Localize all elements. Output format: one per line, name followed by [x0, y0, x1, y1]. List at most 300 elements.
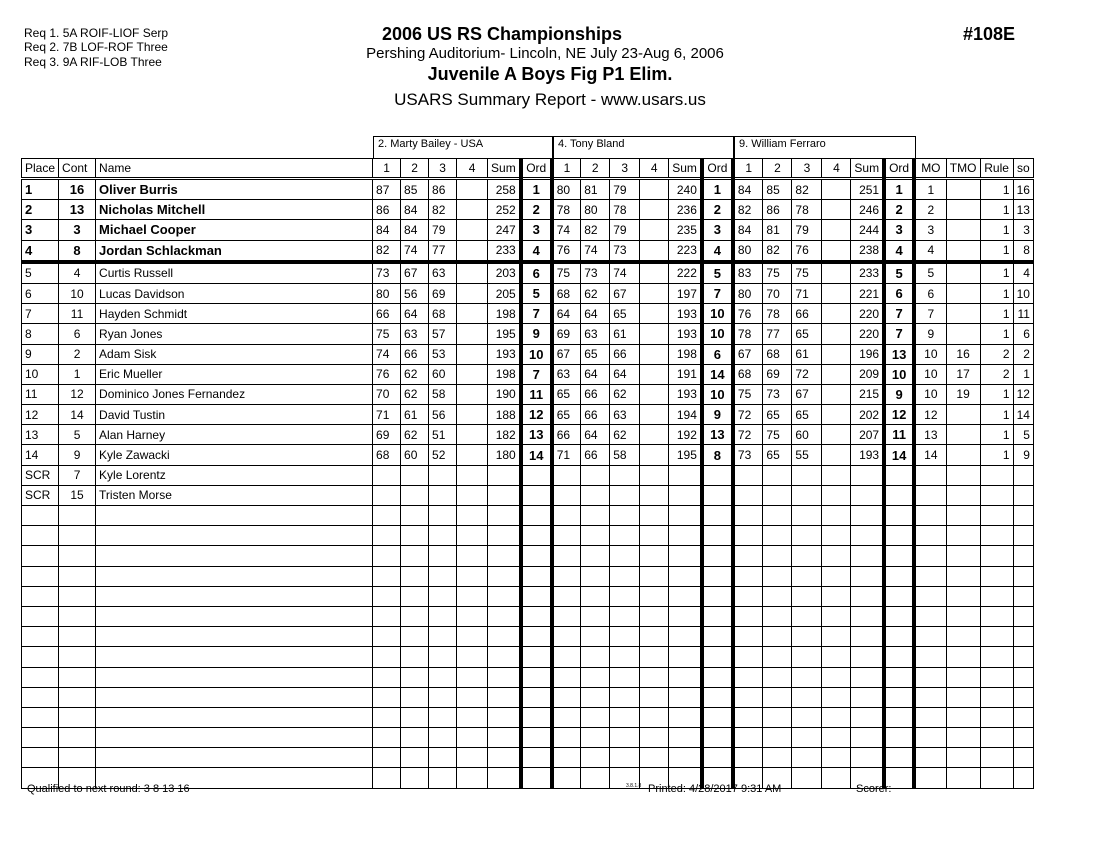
- empty-cell: [488, 707, 521, 727]
- empty-cell: [488, 566, 521, 586]
- empty-cell: [488, 647, 521, 667]
- place-cell: 8: [22, 324, 59, 344]
- judge1-sum: 182: [488, 425, 521, 445]
- empty-cell: [946, 687, 980, 707]
- empty-cell: [552, 566, 581, 586]
- empty-cell: [946, 586, 980, 606]
- judge3-fig2-score: 75: [763, 425, 792, 445]
- empty-cell: [96, 687, 373, 707]
- mo-cell: 14: [914, 445, 946, 465]
- cont-cell: 12: [59, 384, 96, 404]
- judge3-fig2-score: 78: [763, 304, 792, 324]
- judge3-fig3-score: 66: [792, 304, 822, 324]
- so-cell: 12: [1013, 384, 1033, 404]
- competition-title: 2006 US RS Championships: [381, 24, 623, 44]
- skater-name-cell: Lucas Davidson: [96, 283, 373, 303]
- empty-cell: [22, 667, 59, 687]
- judge1-fig3-score: 79: [429, 220, 457, 240]
- empty-cell: [610, 546, 640, 566]
- judge2-fig3-score: 61: [610, 324, 640, 344]
- place-cell: 12: [22, 405, 59, 425]
- empty-cell: [521, 667, 552, 687]
- judge1-fig3-score: [429, 485, 457, 505]
- judge2-ordinal: 10: [702, 304, 733, 324]
- mo-cell: 7: [914, 304, 946, 324]
- empty-cell: [640, 748, 669, 768]
- empty-cell: [733, 667, 763, 687]
- empty-cell: [96, 728, 373, 748]
- judge1-fig4-score: [457, 220, 488, 240]
- empty-cell: [702, 748, 733, 768]
- empty-cell: [429, 728, 457, 748]
- empty-cell: [373, 546, 401, 566]
- judge1-fig4-score: [457, 485, 488, 505]
- judge3-sum: 251: [851, 179, 884, 200]
- judge2-fig2-score: 81: [581, 179, 610, 200]
- judge2-ordinal: 7: [702, 283, 733, 303]
- judge3-ordinal: 10: [884, 364, 914, 384]
- mo-cell: 13: [914, 425, 946, 445]
- empty-cell: [946, 526, 980, 546]
- empty-cell: [792, 707, 822, 727]
- empty-cell: [488, 546, 521, 566]
- judge3-fig4-score: [822, 364, 851, 384]
- judge1-fig4-score: [457, 200, 488, 220]
- empty-cell: [581, 566, 610, 586]
- empty-cell: [59, 566, 96, 586]
- empty-row: [22, 748, 1034, 768]
- judge2-sum: 223: [669, 240, 702, 262]
- empty-cell: [792, 526, 822, 546]
- mo-cell: 9: [914, 324, 946, 344]
- judge1-fig1-score: 73: [373, 262, 401, 284]
- judge3-fig4-score: [822, 200, 851, 220]
- empty-cell: [96, 748, 373, 768]
- judge3-fig1-score: 80: [733, 283, 763, 303]
- empty-cell: [401, 566, 429, 586]
- judge2-sum: [669, 485, 702, 505]
- rule-cell: 1: [980, 445, 1013, 465]
- venue-dates: Pershing Auditorium- Lincoln, NE July 23-Aug 6, 2006: [366, 45, 724, 62]
- judge1-ordinal: 5: [521, 283, 552, 303]
- empty-cell: [22, 728, 59, 748]
- judge1-fig4-score: [457, 324, 488, 344]
- mo-cell: 6: [914, 283, 946, 303]
- empty-cell: [733, 627, 763, 647]
- empty-cell: [610, 526, 640, 546]
- skater-name-cell: Curtis Russell: [96, 262, 373, 284]
- cont-cell: 8: [59, 240, 96, 262]
- empty-cell: [792, 586, 822, 606]
- judge3-sum: 209: [851, 364, 884, 384]
- empty-cell: [946, 748, 980, 768]
- col-j2-sum: Sum: [669, 159, 702, 179]
- skater-name-cell: Tristen Morse: [96, 485, 373, 505]
- mo-cell: 4: [914, 240, 946, 262]
- judge-header-3: [734, 136, 916, 158]
- table-row: [22, 200, 1034, 220]
- empty-cell: [429, 627, 457, 647]
- judge3-fig4-score: [822, 384, 851, 404]
- empty-cell: [884, 586, 914, 606]
- judge1-fig2-score: 84: [401, 200, 429, 220]
- qualified-list: Qualified to next round: 3 8 13 16: [27, 783, 190, 795]
- empty-cell: [610, 506, 640, 526]
- judge2-sum: 192: [669, 425, 702, 445]
- table-row: [22, 304, 1034, 324]
- judge3-fig1-score: 84: [733, 220, 763, 240]
- judge3-ordinal: 9: [884, 384, 914, 404]
- empty-cell: [763, 748, 792, 768]
- judge2-ordinal: 2: [702, 200, 733, 220]
- tmo-cell: [946, 425, 980, 445]
- judge2-fig2-score: 66: [581, 405, 610, 425]
- empty-cell: [581, 647, 610, 667]
- judge1-fig2-score: [401, 465, 429, 485]
- judge3-ordinal: [884, 465, 914, 485]
- empty-cell: [22, 506, 59, 526]
- judge1-fig4-score: [457, 465, 488, 485]
- cont-cell: 2: [59, 344, 96, 364]
- empty-cell: [851, 647, 884, 667]
- rule-cell: 1: [980, 425, 1013, 445]
- empty-row: [22, 667, 1034, 687]
- judge-name: 2. Marty Bailey - USA: [378, 138, 484, 150]
- tmo-cell: [946, 200, 980, 220]
- col-j3-sum: Sum: [851, 159, 884, 179]
- judge1-fig1-score: [373, 465, 401, 485]
- judge1-sum: 195: [488, 324, 521, 344]
- judge3-fig1-score: 75: [733, 384, 763, 404]
- empty-row: [22, 506, 1034, 526]
- empty-cell: [581, 586, 610, 606]
- empty-cell: [733, 566, 763, 586]
- empty-cell: [96, 506, 373, 526]
- empty-cell: [884, 566, 914, 586]
- empty-cell: [822, 546, 851, 566]
- cont-cell: 4: [59, 262, 96, 284]
- empty-cell: [640, 566, 669, 586]
- empty-cell: [59, 546, 96, 566]
- empty-cell: [1013, 728, 1033, 748]
- col-j2-fig2: 2: [581, 159, 610, 179]
- empty-cell: [457, 566, 488, 586]
- empty-cell: [884, 526, 914, 546]
- empty-cell: [1013, 768, 1033, 788]
- empty-cell: [914, 586, 946, 606]
- judge3-fig1-score: 73: [733, 445, 763, 465]
- empty-cell: [822, 606, 851, 626]
- judge2-ordinal: 10: [702, 384, 733, 404]
- judge3-fig1-score: 82: [733, 200, 763, 220]
- judge1-ordinal: 10: [521, 344, 552, 364]
- judge2-fig3-score: 58: [610, 445, 640, 465]
- judge1-fig4-score: [457, 425, 488, 445]
- empty-cell: [552, 748, 581, 768]
- so-cell: 1: [1013, 364, 1033, 384]
- judge1-fig2-score: 64: [401, 304, 429, 324]
- judge2-fig2-score: 80: [581, 200, 610, 220]
- empty-row: [22, 526, 1034, 546]
- tmo-cell: [946, 304, 980, 324]
- so-cell: 8: [1013, 240, 1033, 262]
- judge2-fig3-score: 62: [610, 384, 640, 404]
- table-row: [22, 283, 1034, 303]
- judge3-fig1-score: [733, 465, 763, 485]
- judge1-sum: 233: [488, 240, 521, 262]
- judge3-sum: [851, 485, 884, 505]
- judge3-fig2-score: 82: [763, 240, 792, 262]
- empty-cell: [980, 627, 1013, 647]
- mo-cell: 2: [914, 200, 946, 220]
- empty-cell: [851, 586, 884, 606]
- requirement-1: Req 1. 5A ROIF-LIOF Serp: [24, 26, 169, 40]
- empty-cell: [640, 546, 669, 566]
- requirement-2: Req 2. 7B LOF-ROF Three: [24, 40, 168, 54]
- empty-cell: [669, 627, 702, 647]
- cont-cell: 6: [59, 324, 96, 344]
- empty-cell: [792, 546, 822, 566]
- empty-cell: [581, 667, 610, 687]
- skater-name-cell: Hayden Schmidt: [96, 304, 373, 324]
- judge1-ordinal: 2: [521, 200, 552, 220]
- empty-cell: [792, 768, 822, 788]
- empty-cell: [488, 586, 521, 606]
- judge3-fig4-score: [822, 344, 851, 364]
- col-j3-fig2: 2: [763, 159, 792, 179]
- judge3-fig4-score: [822, 485, 851, 505]
- empty-cell: [733, 606, 763, 626]
- col-tmo: TMO: [946, 159, 980, 179]
- judge1-fig4-score: [457, 179, 488, 200]
- judge2-ordinal: 6: [702, 344, 733, 364]
- judge3-fig2-score: [763, 465, 792, 485]
- so-cell: [1013, 465, 1033, 485]
- empty-cell: [763, 667, 792, 687]
- col-j1-fig4: 4: [457, 159, 488, 179]
- empty-cell: [792, 647, 822, 667]
- judge1-fig4-score: [457, 384, 488, 404]
- judge3-ordinal: 6: [884, 283, 914, 303]
- empty-cell: [640, 687, 669, 707]
- judge3-fig3-score: 61: [792, 344, 822, 364]
- empty-cell: [552, 606, 581, 626]
- col-j2-fig4: 4: [640, 159, 669, 179]
- judge3-ordinal: 7: [884, 304, 914, 324]
- empty-cell: [1013, 546, 1033, 566]
- judge1-sum: 188: [488, 405, 521, 425]
- empty-cell: [457, 728, 488, 748]
- empty-cell: [457, 707, 488, 727]
- judge1-ordinal: 11: [521, 384, 552, 404]
- results-table: [21, 158, 1034, 789]
- skater-name-cell: Ryan Jones: [96, 324, 373, 344]
- judge2-sum: 236: [669, 200, 702, 220]
- empty-cell: [521, 728, 552, 748]
- col-j3-fig3: 3: [792, 159, 822, 179]
- judge1-fig3-score: 53: [429, 344, 457, 364]
- empty-cell: [702, 707, 733, 727]
- rule-cell: 1: [980, 304, 1013, 324]
- judge2-fig4-score: [640, 425, 669, 445]
- empty-cell: [851, 506, 884, 526]
- judge2-fig3-score: 66: [610, 344, 640, 364]
- judge2-fig2-score: 63: [581, 324, 610, 344]
- empty-cell: [792, 506, 822, 526]
- empty-cell: [792, 606, 822, 626]
- place-cell: SCR: [22, 485, 59, 505]
- col-j1-sum: Sum: [488, 159, 521, 179]
- judge3-fig1-score: 84: [733, 179, 763, 200]
- empty-cell: [669, 566, 702, 586]
- table-row: [22, 405, 1034, 425]
- empty-cell: [669, 707, 702, 727]
- judge3-fig4-score: [822, 425, 851, 445]
- empty-cell: [640, 506, 669, 526]
- empty-cell: [980, 768, 1013, 788]
- empty-cell: [22, 687, 59, 707]
- empty-cell: [946, 768, 980, 788]
- empty-cell: [1013, 566, 1033, 586]
- judge3-fig2-score: 86: [763, 200, 792, 220]
- table-row: [22, 262, 1034, 284]
- judge3-fig1-score: 83: [733, 262, 763, 284]
- judge3-fig4-score: [822, 262, 851, 284]
- empty-cell: [980, 687, 1013, 707]
- empty-cell: [763, 506, 792, 526]
- tmo-cell: 19: [946, 384, 980, 404]
- judge3-sum: 202: [851, 405, 884, 425]
- empty-cell: [763, 606, 792, 626]
- empty-cell: [373, 728, 401, 748]
- empty-row: [22, 647, 1034, 667]
- empty-cell: [763, 728, 792, 748]
- empty-cell: [822, 667, 851, 687]
- empty-cell: [914, 748, 946, 768]
- judge3-fig1-score: 72: [733, 425, 763, 445]
- empty-cell: [851, 707, 884, 727]
- table-header-row: [22, 159, 1034, 179]
- judge2-fig3-score: 62: [610, 425, 640, 445]
- cont-cell: 11: [59, 304, 96, 324]
- judge1-fig4-score: [457, 262, 488, 284]
- tmo-cell: [946, 324, 980, 344]
- skater-name-cell: Nicholas Mitchell: [96, 200, 373, 220]
- empty-cell: [96, 627, 373, 647]
- judge1-fig1-score: 87: [373, 179, 401, 200]
- empty-cell: [1013, 627, 1033, 647]
- judge3-fig4-score: [822, 405, 851, 425]
- empty-cell: [822, 728, 851, 748]
- judge3-fig4-score: [822, 445, 851, 465]
- empty-cell: [884, 627, 914, 647]
- empty-cell: [59, 586, 96, 606]
- empty-cell: [980, 586, 1013, 606]
- empty-cell: [884, 687, 914, 707]
- empty-cell: [702, 647, 733, 667]
- judge2-fig1-score: 66: [552, 425, 581, 445]
- judge2-ordinal: [702, 485, 733, 505]
- empty-cell: [59, 606, 96, 626]
- empty-cell: [980, 748, 1013, 768]
- rule-cell: 1: [980, 283, 1013, 303]
- place-cell: 14: [22, 445, 59, 465]
- judge1-sum: 252: [488, 200, 521, 220]
- empty-cell: [640, 667, 669, 687]
- cont-cell: 3: [59, 220, 96, 240]
- empty-cell: [640, 728, 669, 748]
- judge3-fig1-score: 72: [733, 405, 763, 425]
- judge1-fig3-score: 68: [429, 304, 457, 324]
- empty-cell: [914, 728, 946, 748]
- judge3-sum: 220: [851, 304, 884, 324]
- judge1-ordinal: 9: [521, 324, 552, 344]
- empty-cell: [429, 526, 457, 546]
- judge1-fig3-score: 69: [429, 283, 457, 303]
- empty-cell: [488, 768, 521, 788]
- judge1-fig2-score: 63: [401, 324, 429, 344]
- mo-cell: [914, 485, 946, 505]
- rule-cell: 1: [980, 405, 1013, 425]
- empty-cell: [373, 506, 401, 526]
- rule-cell: 1: [980, 262, 1013, 284]
- tmo-cell: [946, 465, 980, 485]
- empty-cell: [1013, 506, 1033, 526]
- judge1-fig3-score: 58: [429, 384, 457, 404]
- empty-cell: [22, 707, 59, 727]
- col-rule: Rule: [980, 159, 1013, 179]
- judge2-fig3-score: 67: [610, 283, 640, 303]
- judge2-fig3-score: 79: [610, 179, 640, 200]
- empty-cell: [851, 546, 884, 566]
- table-row: [22, 485, 1034, 505]
- empty-cell: [521, 506, 552, 526]
- empty-cell: [822, 526, 851, 546]
- empty-cell: [581, 526, 610, 546]
- judge2-fig2-score: 65: [581, 344, 610, 364]
- empty-cell: [429, 647, 457, 667]
- place-cell: 5: [22, 262, 59, 284]
- empty-cell: [521, 647, 552, 667]
- judge1-fig2-score: 62: [401, 425, 429, 445]
- judge1-fig2-score: 74: [401, 240, 429, 262]
- empty-cell: [610, 728, 640, 748]
- empty-cell: [1013, 606, 1033, 626]
- mo-cell: 5: [914, 262, 946, 284]
- judge2-fig3-score: [610, 485, 640, 505]
- judge2-fig2-score: 64: [581, 364, 610, 384]
- empty-cell: [610, 647, 640, 667]
- judge1-fig3-score: 77: [429, 240, 457, 262]
- judge2-ordinal: 9: [702, 405, 733, 425]
- empty-cell: [488, 506, 521, 526]
- empty-cell: [429, 566, 457, 586]
- judge2-fig2-score: [581, 485, 610, 505]
- empty-cell: [702, 627, 733, 647]
- place-cell: 4: [22, 240, 59, 262]
- empty-cell: [669, 606, 702, 626]
- judge2-fig1-score: 69: [552, 324, 581, 344]
- mo-cell: 12: [914, 405, 946, 425]
- judge2-ordinal: 5: [702, 262, 733, 284]
- cont-cell: 1: [59, 364, 96, 384]
- judge3-fig2-score: 81: [763, 220, 792, 240]
- empty-cell: [22, 627, 59, 647]
- empty-cell: [669, 506, 702, 526]
- place-cell: 9: [22, 344, 59, 364]
- empty-cell: [373, 768, 401, 788]
- judge1-fig2-score: 66: [401, 344, 429, 364]
